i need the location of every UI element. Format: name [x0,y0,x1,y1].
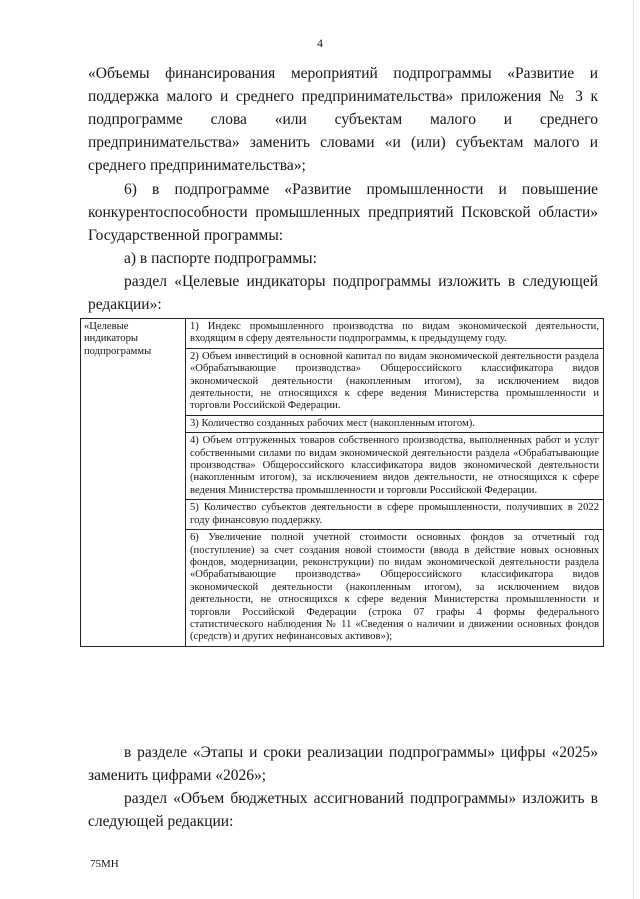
passport-table [80,318,604,647]
paragraph-target-indicators-section: раздел «Целевые индикаторы подпрограммы изложить в следующей редакции»: [88,273,598,313]
footer-code: 75МН [90,858,119,870]
indicator-item-6: 6) Увеличение полной учетной стоимости основных фондов за отчетный год (поступление) за счет создания новой стоимости (ввода в действие новых основных фондов, модернизации, реконструкции) по видам экономической деятельности раздела «Обрабатывающие производства» Общероссийского классификатора видов экономической деятельности (накопленным итогом), за исключением видов деятельности, не относящихся к сфере ведения Министерства промышленности и торговли Российской Федерации (строка 07 графы 4 формы федерального статистического наблюдения № 11 «Сведения о наличии и движении основных фондов (средств) и других нефинансовых активов»); [190,532,599,643]
table-label-cell: «Целевые индикаторы подпрограммы [81,319,186,647]
paragraph-stages-terms: в разделе «Этапы и сроки реализации подпрограммы» цифры «2025» заменить цифрами «2026»; [88,744,598,784]
indicator-item-3: 3) Количество созданных рабочих мест (накопленным итогом). [186,416,603,433]
indicator-item-4: 4) Объем отгруженных товаров собственного производства, выполненных работ и услуг собственными силами по видам экономической деятельности раздела «Обрабатывающие производства» Общероссийского классификатора видов экономической деятельности (накопленным итогом), за исключением видов деятельности, не относящихся к сфере ведения Министерства промышленности и торговли Российской Федерации. [186,433,603,500]
page-edge-shadow [633,0,634,899]
paragraph-passport: а) в паспорте подпрограммы: [124,250,317,267]
paragraph-budget-allocations: раздел «Объем бюджетных ассигнований подпрограммы» изложить в следующей редакции: [88,790,598,830]
indicator-item-1: 1) Индекс промышленного производства по видам экономической деятельности, входящим в сферу деятельности подпрограммы, к предыдущему году. [186,319,603,349]
table-content-cell [186,319,604,647]
table-row [81,319,604,647]
page-number: 4 [317,36,323,50]
paragraph-financing-volumes: «Объемы финансирования мероприятий подпрограммы «Развитие и поддержка малого и среднего предпринимательства» приложения № 3 к подпрограмме слова «или субъектам малого и среднего предпринимательства» заменить словами «и (или) субъектам малого и среднего предпринимательства»; [88,65,598,174]
paragraph-subprogram-6: 6) в подпрограмме «Развитие промышленности и повышение конкурентоспособности промышленных предприятий Псковской области» Государственной программы: [88,181,598,244]
indicator-item-2: 2) Объем инвестиций в основной капитал по видам экономической деятельности раздела «Обрабатывающие производства» Общероссийского классификатора видов экономической деятельности (накопленным итогом), за исключением видов деятельности, не относящихся к сфере ведения Министерства промышленности и торговли Российской Федерации. [186,349,603,416]
indicator-item-5: 5) Количество субъектов деятельности в сфере промышленности, получивших в 2022 году финансовую поддержку. [186,500,603,530]
